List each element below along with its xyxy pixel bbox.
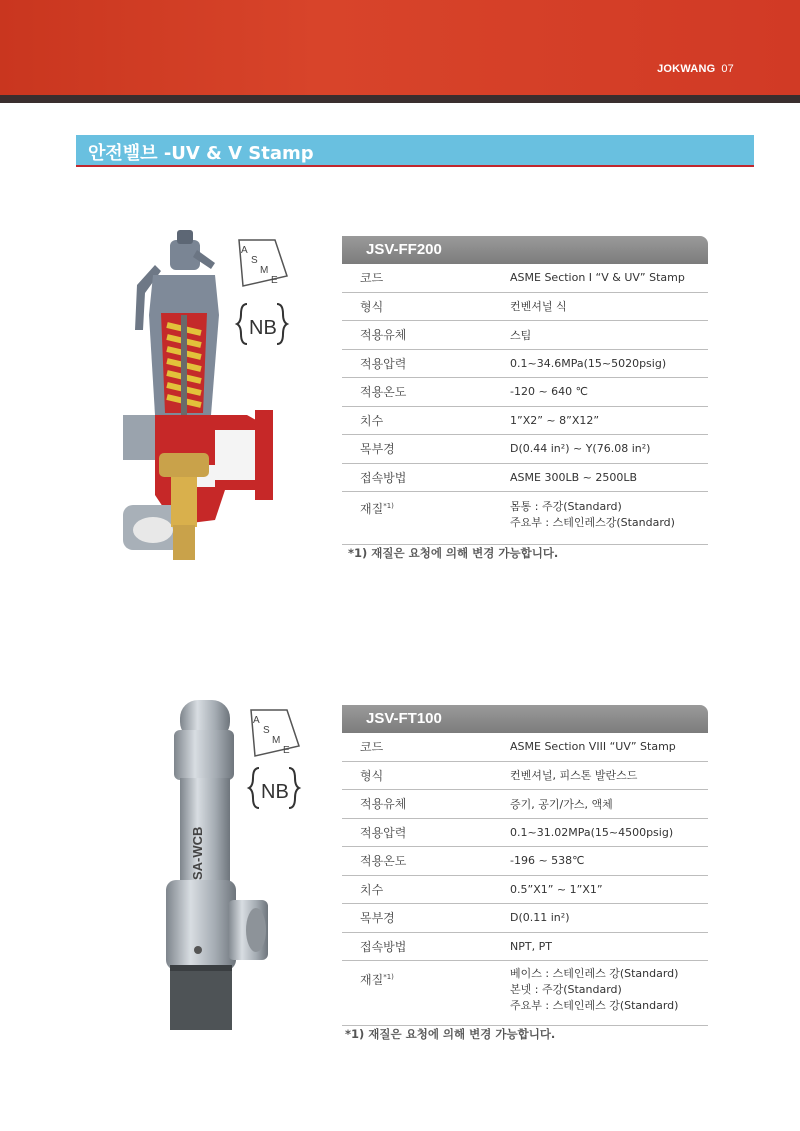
ft100-certification-logos bbox=[245, 706, 305, 826]
spec-row bbox=[342, 264, 708, 292]
spec-label: 적용온도 bbox=[342, 847, 496, 876]
spec-value: 0.1~34.6MPa(15~5020psig) bbox=[496, 349, 708, 378]
svg-text:S: S bbox=[263, 725, 270, 736]
spec-row bbox=[342, 292, 708, 321]
header-brand bbox=[657, 63, 734, 75]
asme-logo bbox=[251, 710, 299, 756]
spec-value: 1”X2” ~ 8”X12” bbox=[496, 406, 708, 435]
spec-label: 접속방법 bbox=[342, 463, 496, 492]
spec-row-material bbox=[342, 492, 708, 545]
spec-row bbox=[342, 761, 708, 790]
material-label: 재질 bbox=[360, 973, 384, 987]
spec-value: D(0.44 in²) ~ Y(76.08 in²) bbox=[496, 435, 708, 464]
spec-row bbox=[342, 321, 708, 350]
spec-value: ASME Section I “V & UV” Stamp bbox=[496, 264, 708, 292]
spec-value: 스팀 bbox=[496, 321, 708, 350]
spec-value: 컨벤셔널 식 bbox=[496, 292, 708, 321]
spec-row-material bbox=[342, 961, 708, 1026]
section-title-bar bbox=[76, 135, 754, 167]
spec-row bbox=[342, 875, 708, 904]
material-footnote-mark: *1) bbox=[383, 502, 394, 510]
svg-text:E: E bbox=[271, 275, 278, 286]
spec-value: -120 ~ 640 ℃ bbox=[496, 378, 708, 407]
spec-row bbox=[342, 349, 708, 378]
svg-text:S: S bbox=[251, 255, 258, 266]
spec-row bbox=[342, 904, 708, 933]
product-name: JSV-FF200 bbox=[366, 241, 442, 258]
spec-row bbox=[342, 932, 708, 961]
spec-label: 코드 bbox=[342, 733, 496, 761]
spec-label: 적용온도 bbox=[342, 378, 496, 407]
spec-label: 목부경 bbox=[342, 904, 496, 933]
spec-rows bbox=[342, 264, 708, 545]
material-line: 주요부 : 스테인레스 강(Standard) bbox=[510, 999, 679, 1012]
spec-label bbox=[342, 961, 496, 1026]
section-title: 안전밸브 -UV & V Stamp bbox=[88, 143, 314, 164]
spec-label: 적용압력 bbox=[342, 818, 496, 847]
nb-logo bbox=[237, 304, 287, 344]
spec-value: D(0.11 in²) bbox=[496, 904, 708, 933]
spec-table-ff200 bbox=[342, 236, 708, 545]
spec-value: -196 ~ 538℃ bbox=[496, 847, 708, 876]
spec-label: 치수 bbox=[342, 875, 496, 904]
footnote-ff200: *1) 재질은 요청에 의해 변경 가능합니다. bbox=[348, 546, 559, 560]
spec-rows bbox=[342, 733, 708, 1026]
svg-text:NB: NB bbox=[261, 781, 289, 803]
spec-value: 0.1~31.02MPa(15~4500psig) bbox=[496, 818, 708, 847]
spec-value bbox=[496, 961, 708, 1026]
product-name: JSV-FT100 bbox=[366, 710, 442, 727]
header-strip bbox=[0, 95, 800, 103]
spec-row bbox=[342, 818, 708, 847]
spec-table-ft100 bbox=[342, 705, 708, 1026]
spec-label: 치수 bbox=[342, 406, 496, 435]
asme-logo bbox=[239, 240, 287, 286]
spec-value: ASME 300LB ~ 2500LB bbox=[496, 463, 708, 492]
body-marking: SA-WCB bbox=[190, 826, 205, 880]
spec-label: 형식 bbox=[342, 761, 496, 790]
material-line: 주요부 : 스테인레스강(Standard) bbox=[510, 516, 675, 529]
spec-label: 적용유체 bbox=[342, 790, 496, 819]
spec-row bbox=[342, 378, 708, 407]
spec-label: 적용유체 bbox=[342, 321, 496, 350]
svg-text:M: M bbox=[260, 265, 269, 276]
spec-header bbox=[342, 705, 708, 733]
spec-row bbox=[342, 733, 708, 761]
header-banner bbox=[0, 0, 800, 95]
spec-value: 0.5”X1” ~ 1”X1” bbox=[496, 875, 708, 904]
nb-logo bbox=[249, 768, 299, 808]
spec-label: 형식 bbox=[342, 292, 496, 321]
spec-value: NPT, PT bbox=[496, 932, 708, 961]
svg-text:E: E bbox=[283, 745, 290, 756]
ff200-certification-logos bbox=[233, 236, 293, 356]
material-line: 몸통 : 주강(Standard) bbox=[510, 500, 622, 513]
brand-name: JOKWANG bbox=[657, 63, 716, 75]
spec-label: 접속방법 bbox=[342, 932, 496, 961]
page-number: 07 bbox=[721, 63, 734, 75]
spec-value: ASME Section VIII “UV” Stamp bbox=[496, 733, 708, 761]
material-line: 본넷 : 주강(Standard) bbox=[510, 983, 622, 996]
spec-row bbox=[342, 435, 708, 464]
spec-label bbox=[342, 492, 496, 545]
spec-row bbox=[342, 847, 708, 876]
svg-text:M: M bbox=[272, 735, 281, 746]
spec-row bbox=[342, 463, 708, 492]
footnote-ft100: *1) 재질은 요청에 의해 변경 가능합니다. bbox=[345, 1027, 556, 1041]
spec-value: 증기, 공기/가스, 액체 bbox=[496, 790, 708, 819]
material-line: 베이스 : 스테인레스 강(Standard) bbox=[510, 967, 679, 980]
spec-label: 적용압력 bbox=[342, 349, 496, 378]
spec-label: 코드 bbox=[342, 264, 496, 292]
spec-row bbox=[342, 790, 708, 819]
spec-header bbox=[342, 236, 708, 264]
material-footnote-mark: *1) bbox=[383, 973, 394, 981]
spec-row bbox=[342, 406, 708, 435]
spec-value bbox=[496, 492, 708, 545]
svg-text:A: A bbox=[253, 715, 260, 726]
svg-text:NB: NB bbox=[249, 317, 277, 339]
material-label: 재질 bbox=[360, 502, 384, 516]
spec-label: 목부경 bbox=[342, 435, 496, 464]
spec-value: 컨벤셔널, 피스톤 발란스드 bbox=[496, 761, 708, 790]
svg-text:A: A bbox=[241, 245, 248, 256]
